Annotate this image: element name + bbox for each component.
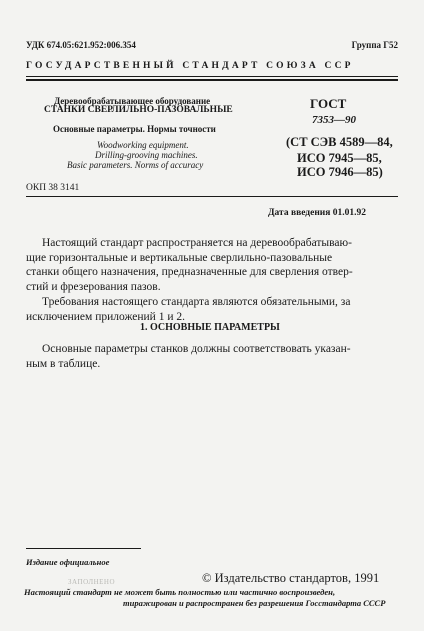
official-edition: Издание официальное xyxy=(26,557,110,567)
state-standard-banner: ГОСУДАРСТВЕННЫЙ СТАНДАРТ СОЮЗА ССР xyxy=(26,61,354,71)
title-equipment: Деревообрабатывающее оборудование xyxy=(54,96,211,106)
udk-code: УДК 674.05:621.952:006.354 xyxy=(26,40,136,50)
title-english-1: Woodworking equipment. xyxy=(97,140,189,150)
effective-date: Дата введения 01.01.92 xyxy=(268,208,367,218)
requirements-line-1: Требования настоящего стандарта являются обязательными, за xyxy=(42,296,351,308)
title-english-2: Drilling-grooving machines. xyxy=(95,150,198,160)
section-heading: 1. ОСНОВНЫЕ ПАРАМЕТРЫ xyxy=(140,322,280,333)
header-rule-thin xyxy=(26,76,398,77)
title-machines: СТАНКИ СВЕРЛИЛЬНО-ПАЗОВАЛЬНЫЕ xyxy=(44,105,233,115)
faint-stamp-text: ЗАПОЛНЕНО xyxy=(68,578,116,586)
scope-line-4: стий и фрезерования пазов. xyxy=(26,281,161,294)
okp-rule xyxy=(26,196,398,197)
scope-line-3: станки общего назначения, предназначенные для сверления отвер- xyxy=(26,266,353,279)
requirements-paragraph xyxy=(26,295,398,324)
parameters-line-2: ным в таблице. xyxy=(26,357,101,370)
scope-line-2: щие горизонтальные и вертикальные сверлильно-пазовальные xyxy=(26,251,333,264)
gost-number: 7353—90 xyxy=(312,114,356,126)
footer-rule xyxy=(26,548,141,549)
reprint-notice-1: Настоящий стандарт не может быть полностью или частично воспроизведен, xyxy=(24,587,336,597)
iso-reference-1: ИСО 7945—85, xyxy=(297,151,382,165)
requirements-line-2: исключением приложений 1 и 2. xyxy=(26,310,185,323)
scope-line-1: Настоящий стандарт распространяется на деревообрабатываю- xyxy=(42,237,352,249)
iso-reference-2: ИСО 7946—85) xyxy=(297,165,383,179)
okp-code: ОКП 38 3141 xyxy=(26,183,80,193)
group-code: Группа Г52 xyxy=(351,40,398,50)
gost-label: ГОСТ xyxy=(310,96,347,111)
cmea-reference: (СТ СЭВ 4589—84, xyxy=(286,135,393,149)
title-subtitle: Основные параметры. Нормы точности xyxy=(53,124,216,134)
header-rule-thick xyxy=(26,79,398,81)
copyright-notice: © Издательство стандартов, 1991 xyxy=(202,571,380,585)
scope-paragraph xyxy=(26,236,398,295)
title-english-3: Basic parameters. Norms of accuracy xyxy=(67,160,204,170)
reprint-notice-2: тиражирован и распространен без разрешения Госстандарта СССР xyxy=(123,598,386,608)
parameters-paragraph xyxy=(26,342,398,371)
parameters-line-1: Основные параметры станков должны соответствовать указан- xyxy=(42,343,351,355)
